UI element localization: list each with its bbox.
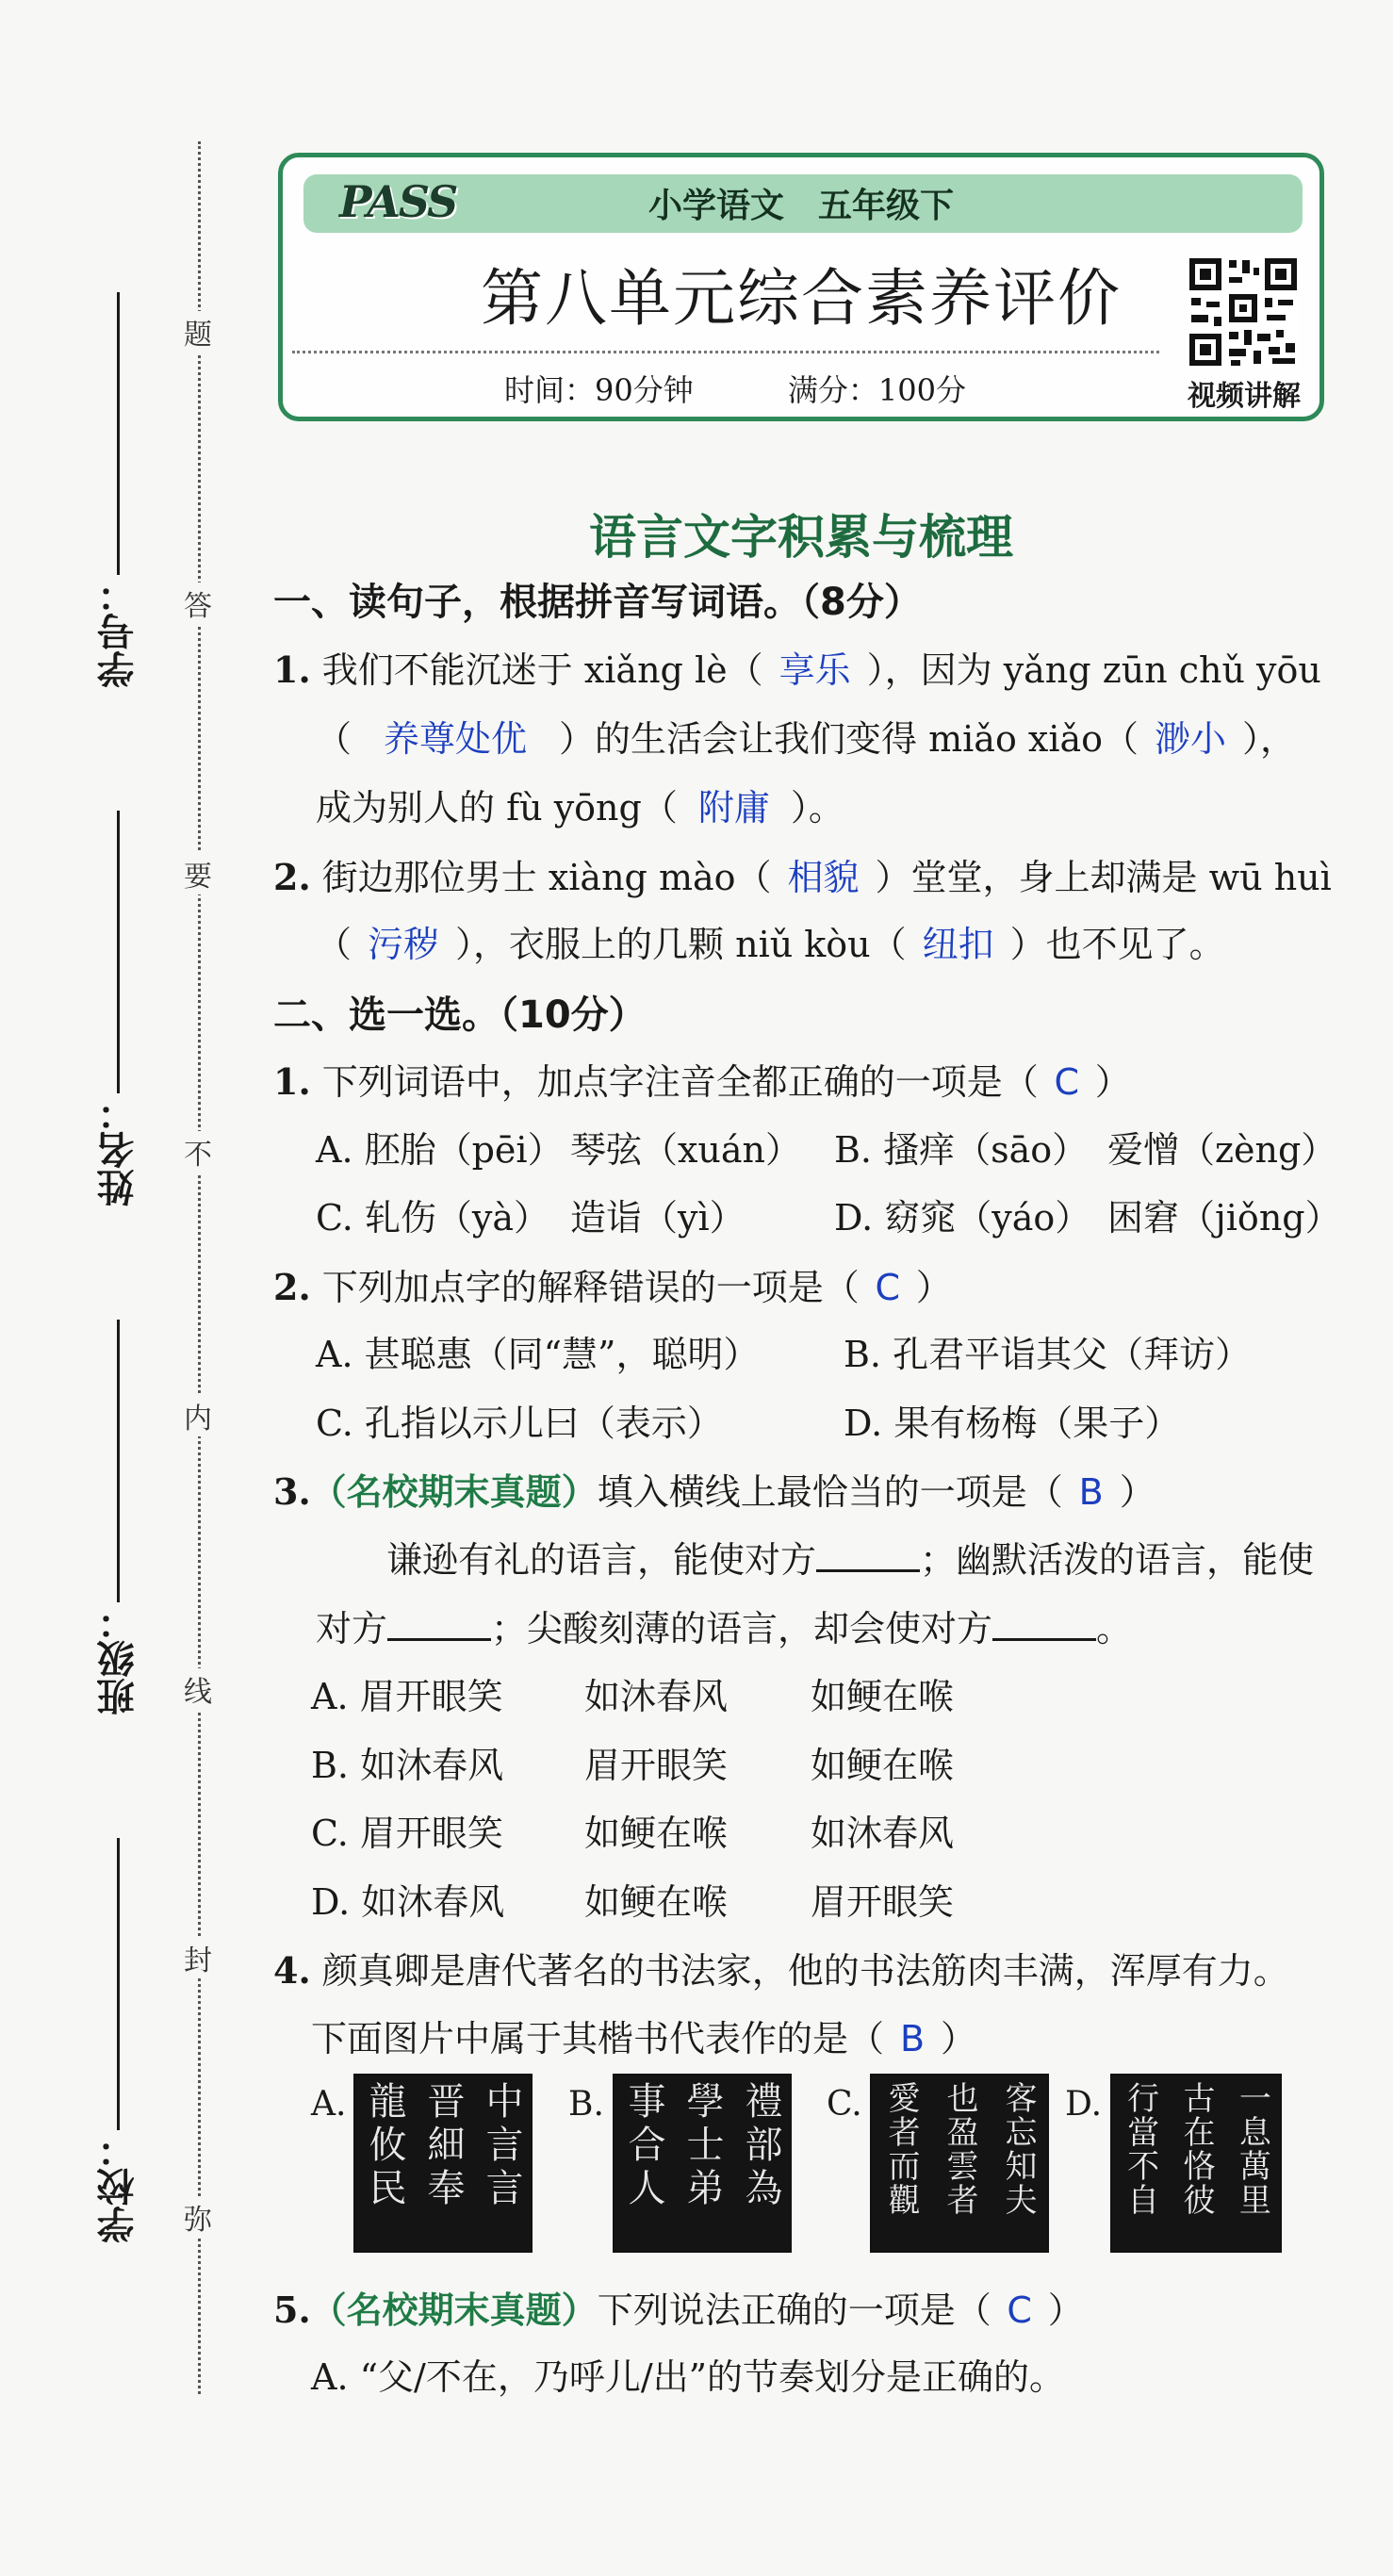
calligraphy-image-b[interactable]: 禮部為 學士弟 事合人	[613, 2074, 792, 2253]
answer-blank[interactable]: C	[875, 1267, 901, 1308]
p2-q3-option-b[interactable]: B. 如沐春风 眉开眼笑 如鲠在喉	[311, 1745, 955, 1786]
answer-blank[interactable]: 养尊处优	[384, 718, 528, 760]
seal-char: 封	[179, 1937, 217, 1978]
part2-heading: 二、选一选。（10分）	[273, 993, 647, 1037]
option-d1[interactable]: D. 窈窕（yáo）	[834, 1197, 1091, 1239]
subject-grade: 小学语文 五年级下	[647, 186, 954, 225]
seal-line	[198, 141, 201, 2394]
part1-heading: 一、读句子，根据拼音写词语。（8分）	[273, 581, 922, 624]
p2-q3-option-c[interactable]: C. 眉开眼笑 如鲠在喉 如沐春风	[311, 1813, 955, 1854]
p2-q3-passage-line2: 对方 ；尖酸刻薄的语言，却会使对方 。	[316, 1608, 1133, 1649]
source-tag: （名校期末真题）	[310, 1471, 598, 1513]
answer-blank[interactable]: 纽扣	[922, 924, 994, 965]
p2-q2-stem: 2. 下列加点字的解释错误的一项是（ C ）	[273, 1266, 952, 1308]
school-field[interactable]	[90, 1838, 146, 2243]
calligraphy-image-d[interactable]: 一息萬里 古在恪彼 行當不自	[1110, 2074, 1282, 2253]
image-label-a: A.	[311, 2085, 347, 2124]
exam-info	[283, 367, 1188, 410]
option-a1[interactable]: A. 胚胎（pēi）	[316, 1129, 564, 1171]
p1-q1-line2: （ 养尊处优 ）的生活会让我们变得 miǎo xiǎo（ 渺小 ），	[316, 718, 1297, 760]
option-d2[interactable]: 困窘（jiǒng）	[1107, 1197, 1341, 1239]
seal-char: 答	[179, 582, 217, 624]
option-a[interactable]: A. 甚聪惠（同“慧”，聪明）	[316, 1334, 760, 1375]
p2-q5-stem: 5.（名校期末真题）下列说法正确的一项是（ C ）	[273, 2289, 1084, 2331]
answer-blank[interactable]: 享乐	[778, 649, 851, 691]
source-tag: （名校期末真题）	[310, 2289, 598, 2331]
p2-q1-stem: 1. 下列词语中，加点字注音全都正确的一项是（ C ）	[273, 1060, 1131, 1103]
name-label: 姓名：	[96, 1093, 140, 1206]
section-title: 语言文字积累与梳理	[589, 509, 1013, 565]
p2-q2-options-ab	[316, 1334, 1393, 1377]
p2-q5-option-a[interactable]: A. “父/不在，乃呼儿/出”的节奏划分是正确的。	[311, 2356, 1066, 2398]
fill-blank[interactable]	[992, 1610, 1096, 1641]
calligraphy-image-c[interactable]: 客忘知夫 也盈雲者 愛者而觀	[870, 2074, 1049, 2253]
p2-q1-options-ab	[316, 1129, 1393, 1173]
seal-char: 弥	[179, 2196, 217, 2238]
answer-blank[interactable]: B	[899, 2018, 926, 2059]
option-c2[interactable]: 造诣（yì）	[570, 1197, 746, 1239]
answer-blank[interactable]: C	[1007, 2289, 1032, 2331]
p2-q3-option-a[interactable]: A. 眉开眼笑 如沐春风 如鲠在喉	[311, 1676, 955, 1717]
seal-char: 线	[179, 1668, 217, 1710]
class-field[interactable]	[90, 1320, 146, 1715]
exam-header	[278, 153, 1324, 421]
calligraphy-image-a[interactable]: 中言言 晋細奉 龍攸民	[353, 2074, 533, 2253]
seal-char: 要	[179, 853, 217, 894]
qr-code-icon[interactable]	[1188, 256, 1299, 368]
seal-char: 内	[179, 1395, 217, 1436]
p2-q4-line1: 4. 颜真卿是唐代著名的书法家，他的书法筋肉丰满，浑厚有力。	[273, 1949, 1289, 1992]
answer-blank[interactable]: C	[1054, 1061, 1080, 1103]
time-limit: 时间：90分钟	[504, 372, 694, 408]
pass-logo: PASS	[339, 176, 457, 227]
qr-caption: 视频讲解	[1188, 380, 1301, 413]
p1-q1-line1: 1. 我们不能沉迷于 xiǎng lè（ 享乐 ），因为 yǎng zūn chǔ yōu	[273, 648, 1321, 691]
fill-blank[interactable]	[816, 1541, 920, 1572]
name-field[interactable]	[90, 811, 146, 1206]
answer-blank[interactable]: 附庸	[697, 787, 770, 829]
exam-title: 第八单元综合素养评价	[481, 262, 1122, 335]
option-b1[interactable]: B. 搔痒（sāo）	[834, 1129, 1089, 1171]
p2-q4-line2: 下面图片中属于其楷书代表作的是（ B ）	[311, 2018, 977, 2059]
option-b[interactable]: B. 孔君平诣其父（拜访）	[844, 1334, 1252, 1375]
fill-blank[interactable]	[387, 1610, 491, 1641]
p2-q3-option-d[interactable]: D. 如沐春风 如鲠在喉 眉开眼笑	[311, 1881, 955, 1923]
option-d[interactable]: D. 果有杨梅（果子）	[844, 1403, 1181, 1444]
image-label-b: B.	[568, 2085, 604, 2124]
p1-q2-line2: （ 污秽 ），衣服上的几颗 niǔ kòu（ 纽扣 ）也不见了。	[316, 924, 1225, 965]
student-id-field[interactable]	[90, 292, 146, 688]
option-c[interactable]: C. 孔指以示儿曰（表示）	[316, 1403, 723, 1444]
p2-q2-options-cd	[316, 1403, 1393, 1446]
option-b2[interactable]: 爱憎（zèng）	[1107, 1129, 1337, 1171]
seal-char: 题	[179, 311, 217, 353]
p2-q3-passage-line1: 谦逊有礼的语言，能使对方 ；幽默活泼的语言，能使	[386, 1539, 1315, 1581]
p2-q1-options-cd	[316, 1197, 1393, 1240]
seal-char: 不	[179, 1131, 217, 1173]
p1-q1-line3: 成为别人的 fù yōng（ 附庸 ）。	[316, 787, 844, 829]
school-label: 学校：	[96, 2130, 140, 2243]
p1-q2-line1: 2. 街边那位男士 xiàng mào（ 相貌 ）堂堂，身上却满是 wū huì	[273, 856, 1332, 898]
option-c1[interactable]: C. 轧伤（yà）	[316, 1197, 550, 1239]
header-divider	[292, 351, 1159, 353]
answer-blank[interactable]: 污秽	[368, 924, 440, 965]
answer-blank[interactable]: 相貌	[787, 857, 860, 898]
image-label-c: C.	[827, 2085, 862, 2124]
class-label: 班级：	[96, 1602, 140, 1715]
answer-blank[interactable]: B	[1078, 1471, 1104, 1513]
image-label-d: D.	[1065, 2085, 1103, 2124]
p2-q3-stem: 3.（名校期末真题）填入横线上最恰当的一项是（ B ）	[273, 1470, 1155, 1513]
option-a2[interactable]: 琴弦（xuán）	[570, 1129, 802, 1171]
full-score: 满分：100分	[787, 372, 966, 408]
answer-blank[interactable]: 渺小	[1155, 718, 1227, 760]
student-id-label: 学号：	[96, 575, 140, 688]
